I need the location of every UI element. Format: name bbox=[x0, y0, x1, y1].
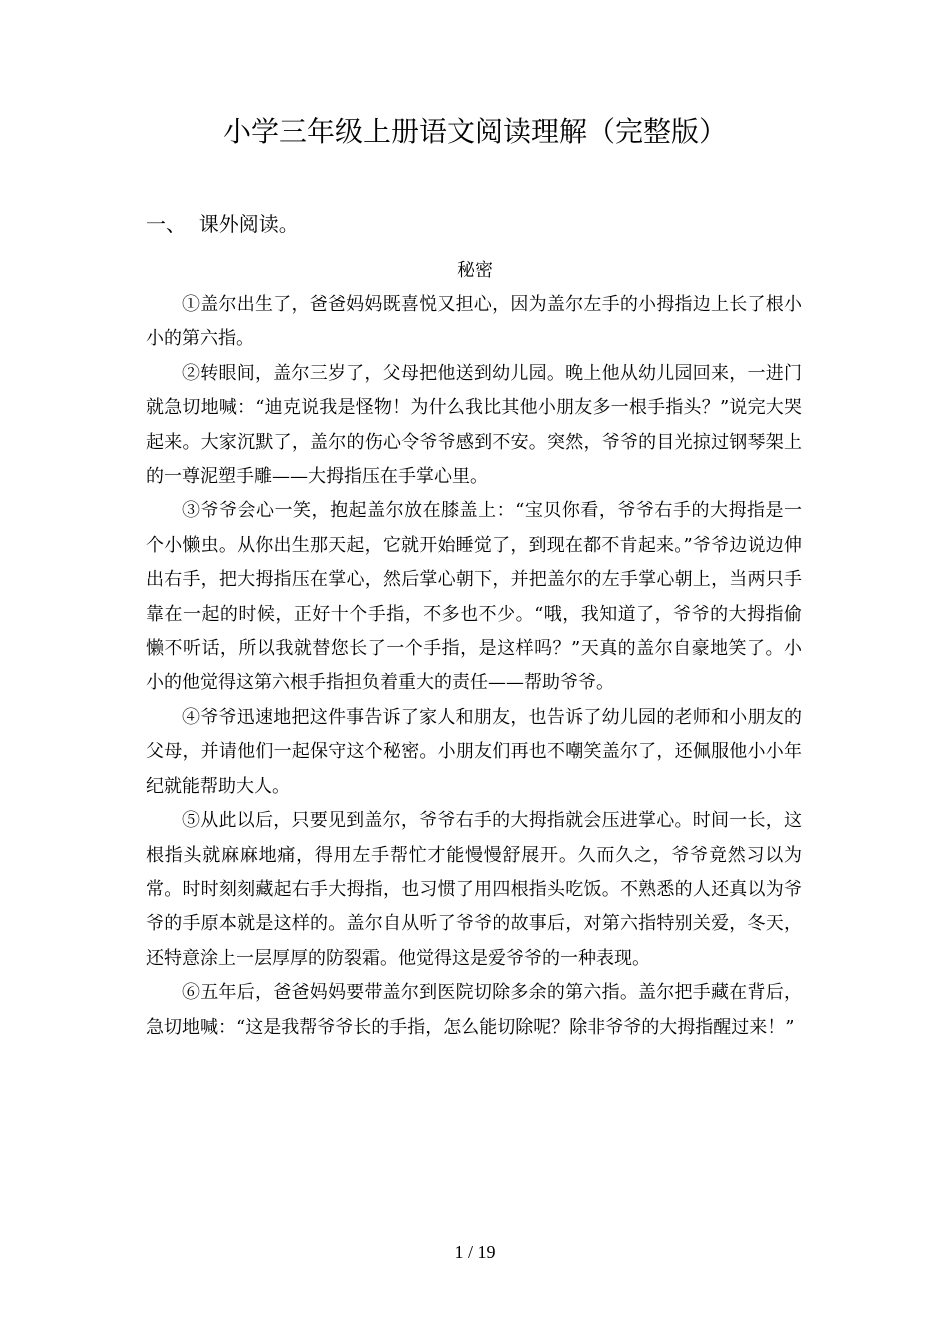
paragraph-4: ④爷爷迅速地把这件事告诉了家人和朋友，也告诉了幼儿园的老师和小朋友的父母，并请他们一起保守这个秘密。小朋友们再也不嘲笑盖尔了，还佩服他小小年纪就能帮助大人。 bbox=[146, 706, 802, 797]
story-title: 秘密 bbox=[457, 260, 493, 281]
paragraph-5: ⑤从此以后，只要见到盖尔，爷爷右手的大拇指就会压进掌心。时间一长，这根指头就麻麻地痛，得用左手帮忙才能慢慢舒展开。久而久之，爷爷竟然习以为常。时时刻刻藏起右手大拇指，也习惯了用四根指头吃饭。不熟悉的人还真以为爷爷的手原本就是这样的。盖尔自从听了爷爷的故事后，对第六指特别关爱，冬天，还特意涂上一层厚厚的防裂霜。他觉得这是爱爷爷的一种表现。 bbox=[146, 810, 802, 969]
section-heading: 一、 课外阅读。 bbox=[146, 212, 299, 236]
page-number: 1 / 19 bbox=[454, 1242, 496, 1262]
paragraph-1: ①盖尔出生了，爸爸妈妈既喜悦又担心，因为盖尔左手的小拇指边上长了根小小的第六指。 bbox=[146, 294, 802, 350]
paragraph-2: ②转眼间，盖尔三岁了，父母把他送到幼儿园。晚上他从幼儿园回来，一进门就急切地喊：“迪克说我是怪物！为什么我比其他小朋友多一根手指头？”说完大哭起来。大家沉默了，盖尔的伤心令爷爷感到不安。突然，爷爷的目光掠过钢琴架上的一尊泥塑手雕——大拇指压在手掌心里。 bbox=[146, 362, 802, 488]
document-title: 小学三年级上册语文阅读理解（完整版） bbox=[222, 115, 727, 148]
paragraph-3: ③爷爷会心一笑，抱起盖尔放在膝盖上：“宝贝你看，爷爷右手的大拇指是一个小懒虫。从你出生那天起，它就开始睡觉了，到现在都不肯起来。”爷爷边说边伸出右手，把大拇指压在掌心，然后掌心朝下，并把盖尔的左手掌心朝上，当两只手靠在一起的时候，正好十个手指，不多也不少。“哦，我知道了，爷爷的大拇指偷懒不听话，所以我就替您长了一个手指，是这样吗？”天真的盖尔自豪地笑了。小小的他觉得这第六根手指担负着重大的责任——帮助爷爷。 bbox=[146, 500, 802, 694]
paragraph-6: ⑥五年后，爸爸妈妈要带盖尔到医院切除多余的第六指。盖尔把手藏在背后，急切地喊：“这是我帮爷爷长的手指，怎么能切除呢？除非爷爷的大拇指醒过来！” bbox=[146, 982, 802, 1038]
story-body bbox=[146, 288, 802, 1045]
